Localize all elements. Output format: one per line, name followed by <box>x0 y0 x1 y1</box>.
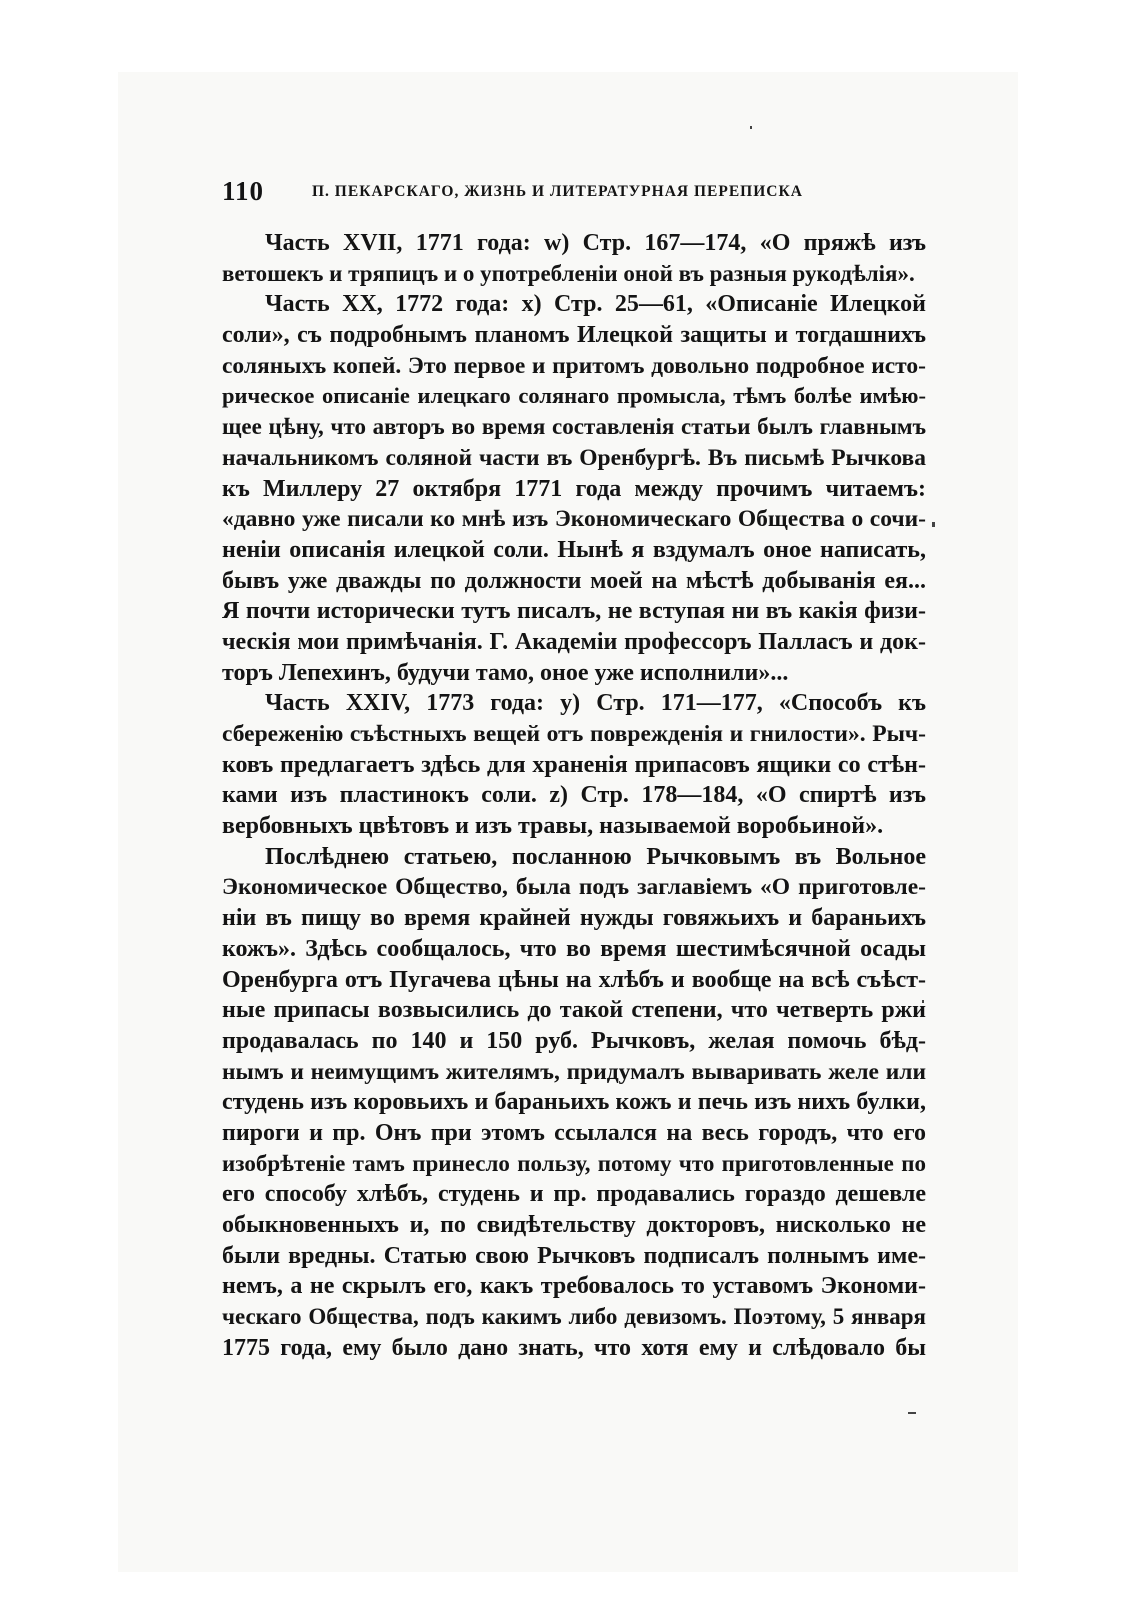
text-line: Часть XX, 1772 года: x) Стр. 25—61, «Описаніе Илецкой <box>265 291 926 318</box>
text-line: ческія мои примѣчанія. Г. Академіи профессоръ Палласъ и док- <box>222 628 926 655</box>
text-line: пироги и пр. Онъ при этомъ ссылался на весь городъ, что его <box>222 1119 926 1146</box>
text-line: щее цѣну, что авторъ во время составленія статьи былъ главнымъ <box>222 414 926 440</box>
text-line: обыкновенныхъ и, по свидѣтельству докторовъ, нисколько не <box>222 1212 926 1238</box>
text-line: кожъ». Здѣсь сообщалось, что во время шестимѣсячной осады <box>222 935 926 962</box>
text-line: 1775 года, ему было дано знать, что хотя ему и слѣдовало бы <box>222 1334 926 1361</box>
body-text <box>222 228 926 1363</box>
text-line: нымъ и неимущимъ жителямъ, придумалъ вываривать желе или <box>222 1058 926 1085</box>
text-line: ніи въ пищу во время крайней нужды говяжьихъ и бараньихъ <box>222 905 926 932</box>
running-header-title: П. ПЕКАРСКАГО, ЖИЗНЬ И ЛИТЕРАТУРНАЯ ПЕРЕПИСКА <box>312 183 803 200</box>
scan-speck <box>932 522 935 527</box>
page-number: 110 <box>222 176 265 206</box>
text-line: неніи описанія илецкой соли. Нынѣ я вздумалъ оное написать, <box>222 536 926 563</box>
text-line: изобрѣтеніе тамъ принесло пользу, потому что приготовленные по <box>222 1150 926 1176</box>
text-line: студень изъ коровьихъ и бараньихъ кожъ и печь изъ нихъ булки, <box>222 1089 926 1116</box>
text-line: ческаго Общества, подъ какимъ либо девизомъ. Поэтому, 5 января <box>222 1304 926 1330</box>
scan-speck <box>750 126 752 129</box>
running-header <box>222 176 926 210</box>
text-line: Я почти исторически тутъ писалъ, не вступая ни въ какія физи- <box>222 598 926 625</box>
text-line: немъ, а не скрылъ его, какъ требовалось то уставомъ Экономи- <box>222 1273 926 1300</box>
text-line: Оренбурга отъ Пугачева цѣны на хлѣбъ и вообще на всѣ съѣст- <box>222 966 926 993</box>
text-line: Послѣднею статьею, посланною Рычковымъ въ Вольное <box>265 843 926 870</box>
text-line: рическое описаніе илецкаго солянаго промысла, тѣмъ болѣе имѣю- <box>222 383 926 409</box>
text-line: Часть XXIV, 1773 года: y) Стр. 171—177, «Способъ къ <box>265 690 926 717</box>
text-line: Экономическое Общество, была подъ заглавіемъ «О приготовле- <box>222 874 926 901</box>
text-line: соляныхъ копей. Это первое и притомъ довольно подробное исто- <box>222 352 926 379</box>
text-line: его способу хлѣбъ, студень и пр. продавались гораздо дешевле <box>222 1181 926 1208</box>
text-line: ветошекъ и тряпицъ и о употребленіи оной въ разныя рукодѣлія». <box>222 260 915 286</box>
book-page <box>222 176 926 1363</box>
text-line: Часть XVII, 1771 года: w) Стр. 167—174, «О пряжѣ изъ <box>265 230 926 256</box>
text-line: бывъ уже дважды по должности моей на мѣстѣ добыванія ея... <box>222 567 926 594</box>
text-line: сбереженію съѣстныхъ вещей отъ поврежденія и гнилости». Рыч- <box>222 721 926 747</box>
text-line: ные припасы возвысились до такой степени, что четверть ржи <box>222 997 926 1024</box>
text-line: «давно уже писали ко мнѣ изъ Экономическаго Общества о сочи- <box>222 506 926 533</box>
text-line: вербовныхъ цвѣтовъ и изъ травы, называемой воробьиной». <box>222 813 884 840</box>
text-line: торъ Лепехинъ, будучи тамо, оное уже исполнили»... <box>222 659 789 686</box>
text-line: начальникомъ соляной части въ Оренбургѣ. Въ письмѣ Рычкова <box>222 444 926 471</box>
text-line: соли», съ подробнымъ планомъ Илецкой защиты и тогдашнихъ <box>222 322 926 349</box>
text-line: продавалась по 140 и 150 руб. Рычковъ, желая помочь бѣд- <box>222 1027 926 1054</box>
text-line: были вредны. Статью свою Рычковъ подписалъ полнымъ име- <box>222 1242 926 1269</box>
text-line: къ Миллеру 27 октября 1771 года между прочимъ читаемъ: <box>222 475 926 502</box>
text-line: ковъ предлагаетъ здѣсь для храненія припасовъ ящики со стѣн- <box>222 751 926 778</box>
scan-speck <box>908 1412 916 1414</box>
text-line: ками изъ пластинокъ соли. z) Стр. 178—184, «О спиртѣ изъ <box>222 782 926 809</box>
